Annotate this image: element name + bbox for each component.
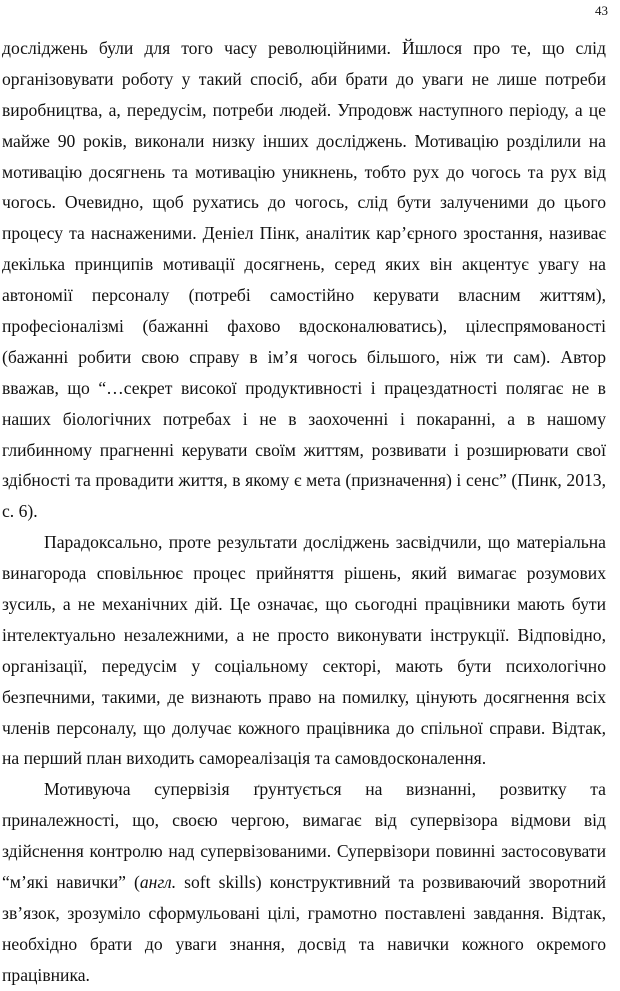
paragraph xyxy=(2,527,606,774)
text-line: безпечними, такими, де визнають право на помилку, цінують досягнення всіх xyxy=(2,686,606,707)
text-line: працівника. xyxy=(2,964,90,985)
text-line: необхідно брати до уваги знання, досвід та навички кожного окремого xyxy=(2,933,606,954)
text-line: процесу та наснаженими. Деніел Пінк, аналітик кар’єрного зростання, називає xyxy=(2,223,606,244)
paragraph xyxy=(2,33,606,527)
body-text xyxy=(2,33,606,991)
text-line: виробництва, а, передусім, потреби людей. Упродовж наступного періоду, а це xyxy=(2,99,606,120)
text-line: (бажанні робити свою справу в ім’я чогось більшого, ніж ти сам). Автор xyxy=(2,346,606,367)
text-line: досліджень були для того часу революційними. Йшлося про те, що слід xyxy=(2,38,606,58)
text-line: приналежності, що, своєю чергою, вимагає від супервізора відмови від xyxy=(2,810,606,831)
text-line: майже 90 років, виконали низку інших досліджень. Мотивацію розділили на xyxy=(2,130,606,151)
text-line: зв’язок, зрозуміло сформульовані цілі, грамотно поставлені завдання. Відтак, xyxy=(2,902,606,923)
text-line: с. 6). xyxy=(2,501,38,522)
text-line: членів персоналу, що долучає кожного працівника до спільної справи. Відтак, xyxy=(2,717,606,738)
text-line: професіоналізмі (бажанні фахово вдосконалюватись), цілеспрямованості xyxy=(2,316,606,337)
text-line: чогось. Очевидно, щоб рухатись до чогось, слід бути залученими до цього xyxy=(2,192,606,213)
text-line: зусиль, а не механічних дій. Це означає, що сьогодні працівники мають бути xyxy=(2,594,606,615)
page-number: 43 xyxy=(595,3,608,18)
text-line: мотивацію досягнень та мотивацію уникнень, тобто рух до чогось та рух від xyxy=(2,161,606,182)
text-line: інтелектуально незалежними, а не просто виконувати інструкції. Відповідно, xyxy=(2,624,606,645)
text-line: Парадоксально, проте результати досліджень засвідчили, що матеріальна xyxy=(44,532,606,553)
text-line: організовувати роботу у такий спосіб, аби брати до уваги не лише потреби xyxy=(2,68,606,89)
text-line: наших біологічних потребах і не в заохоченні і покаранні, а в нашому xyxy=(2,408,606,429)
text-line: Мотивуюча супервізія ґрунтується на визнанні, розвитку та xyxy=(44,779,606,800)
text-line: здібності та провадити життя, в якому є мета (призначення) і сенс” (Пинк, 2013, xyxy=(2,470,606,491)
text-line: “м’які навички” (англ. soft skills) конструктивний та розвиваючий зворотний xyxy=(2,872,606,893)
text-line: на перший план виходить самореалізація та самовдосконалення. xyxy=(2,748,487,769)
text-line: здійснення контролю над супервізованими. Супервізори повинні застосовувати xyxy=(2,841,606,862)
paragraph xyxy=(2,774,606,990)
text-line: глибинному прагненні керувати своїм життям, розвивати і розширювати свої xyxy=(2,439,606,460)
text-line: вважав, що “…секрет високої продуктивності і працездатності полягає не в xyxy=(2,377,606,398)
text-line: декілька принципів мотивації досягнень, серед яких він акцентує увагу на xyxy=(2,254,606,275)
text-line: організації, передусім у соціальному секторі, мають бути психологічно xyxy=(2,655,606,676)
text-line: автономії персоналу (потребі самостійно керувати власним життям), xyxy=(2,285,606,306)
text-line: винагорода сповільнює процес прийняття рішень, який вимагає розумових xyxy=(2,563,606,584)
